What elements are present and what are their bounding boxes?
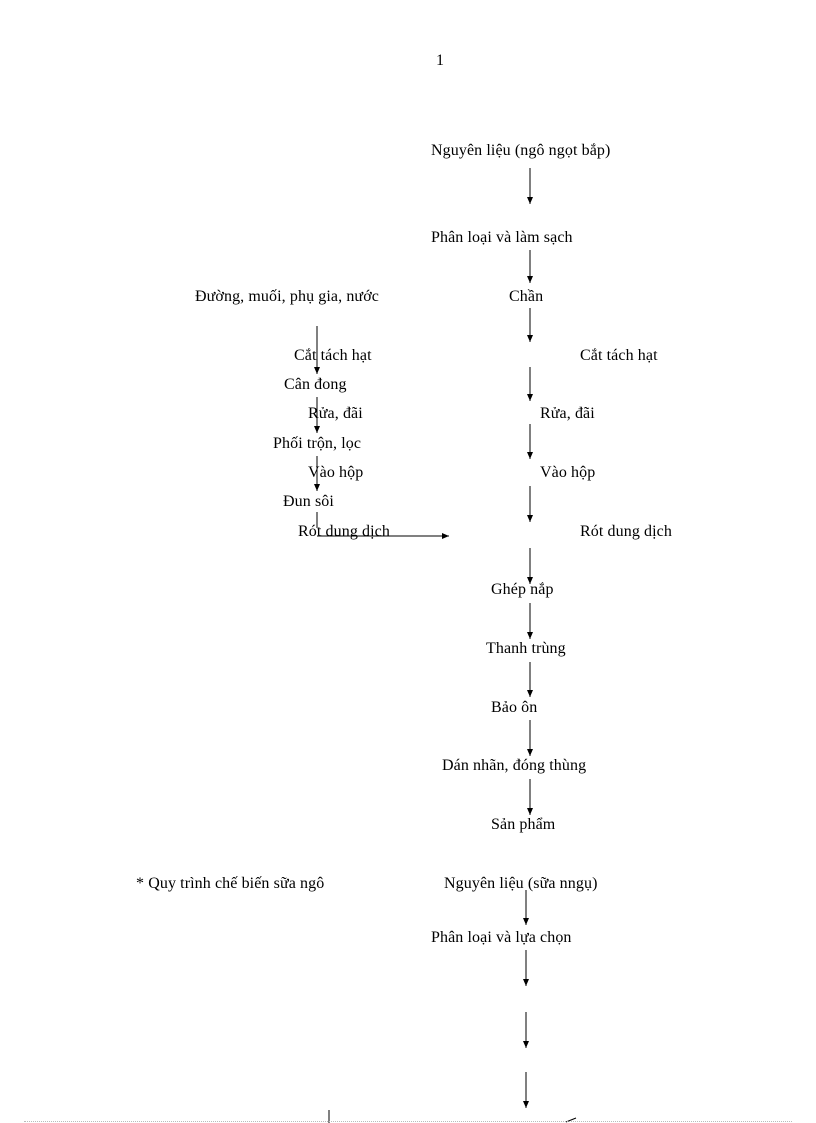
- left-step-mix-filter: Phối trộn, lọc: [273, 435, 362, 452]
- step-seal-lid: Ghép nắp: [491, 581, 554, 598]
- step-blanch: Chần: [509, 288, 544, 305]
- step-sterilize: Thanh trùng: [486, 640, 566, 657]
- milk-step-sort-select: Phân loại và lựa chọn: [431, 929, 572, 946]
- left-step-boil: Đun sôi: [283, 493, 334, 510]
- step-incubate: Bảo ôn: [491, 699, 538, 716]
- step-raw-material: Nguyên liệu (ngô ngọt bắp): [431, 142, 611, 159]
- step-fill-can: Vào hộp: [540, 464, 596, 481]
- page-number: 1: [436, 52, 445, 69]
- step-pour-solution: Rót dung dịch: [580, 523, 672, 540]
- left-step-weigh: Cân đong: [284, 376, 347, 393]
- step-label-pack: Dán nhãn, đóng thùng: [442, 757, 587, 774]
- milk-step-raw-material: Nguyên liệu (sữa nngụ): [444, 875, 598, 892]
- left-step-wash: Rửa, đãi: [308, 405, 363, 422]
- left-step-pour-solution: Rót dung dịch: [298, 523, 390, 540]
- step-wash: Rửa, đãi: [540, 405, 595, 422]
- left-step-cut-kernels: Cắt tách hạt: [294, 347, 372, 364]
- left-step-fill-can: Vào hộp: [308, 464, 364, 481]
- step-product: Sản phẩm: [491, 816, 556, 833]
- left-header-ingredients: Đường, muối, phụ gia, nước: [195, 288, 379, 305]
- page-bottom-edge: [24, 1121, 792, 1122]
- section-heading-corn-milk: * Quy trình chế biến sữa ngô: [136, 875, 325, 892]
- step-sort-clean: Phân loại và làm sạch: [431, 229, 573, 246]
- step-cut-kernels: Cắt tách hạt: [580, 347, 658, 364]
